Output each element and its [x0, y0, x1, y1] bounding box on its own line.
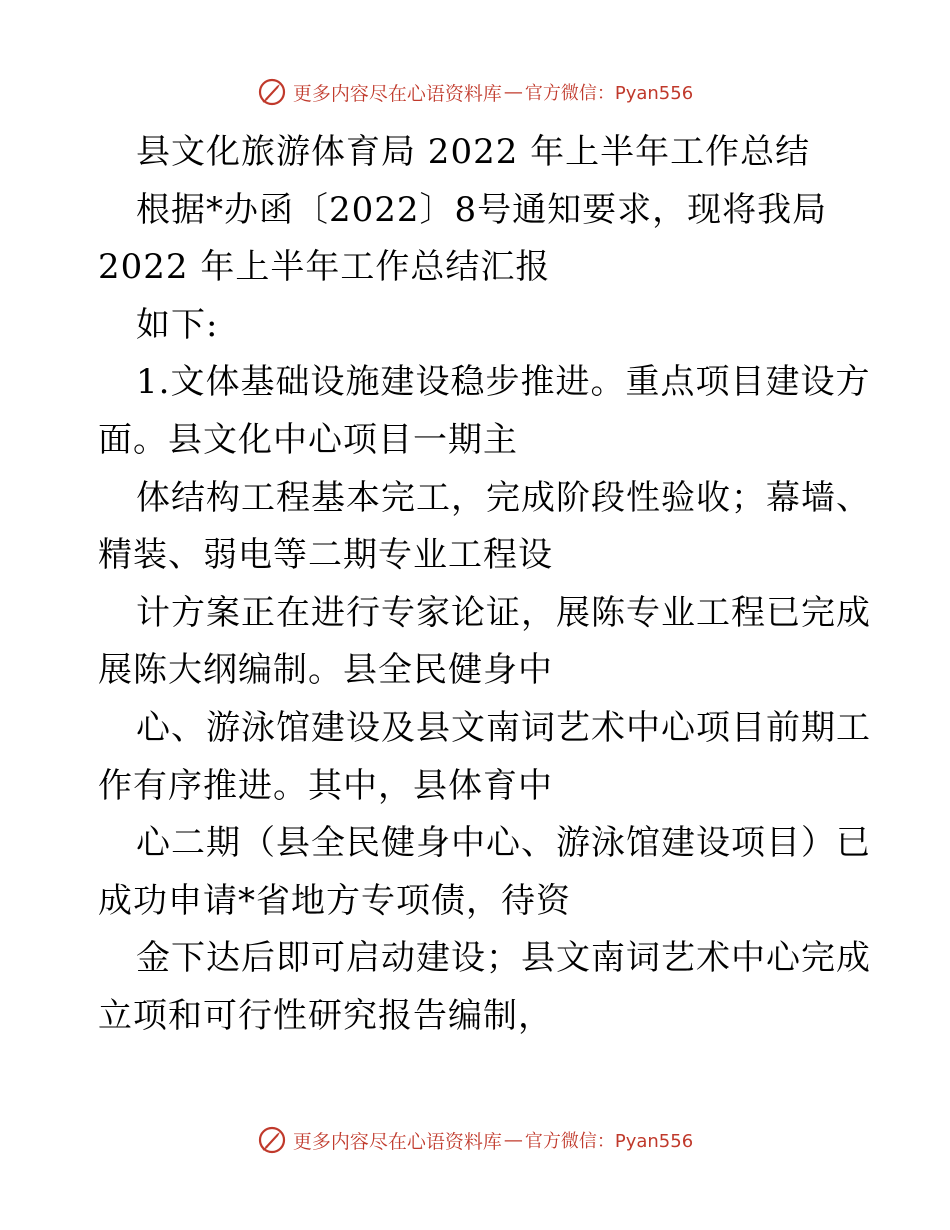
text-line: 立项和可行性研究报告编制， — [98, 995, 553, 1036]
text-line: 计方案正在进行专家论证，展陈专业工程已完成 — [136, 592, 871, 633]
text-line: 展陈大纲编制。县全民健身中 — [98, 650, 553, 691]
text-line: 1.文体基础设施建设稳步推进。重点项目建设方 — [136, 362, 871, 403]
text-line: 2022 年上半年工作总结汇报 — [98, 247, 551, 288]
text-line: 心二期（县全民健身中心、游泳馆建设项目）已 — [136, 823, 871, 864]
text-line: 面。县文化中心项目一期主 — [98, 419, 518, 460]
text-line: 如下: — [136, 304, 219, 345]
text-line: 作有序推进。其中，县体育中 — [98, 765, 553, 806]
text-line: 成功申请*省地方专项债，待资 — [98, 880, 571, 921]
document-title: 县文化旅游体育局 2022 年上半年工作总结 — [136, 132, 811, 172]
banner-wechat-text: 官方微信：Pyan556 — [524, 83, 694, 104]
banner-wechat-text: 官方微信：Pyan556 — [524, 1131, 694, 1152]
text-line: 精装、弱电等二期专业工程设 — [98, 535, 553, 576]
text-line: 体结构工程基本完工，完成阶段性验收；幕墙、 — [136, 477, 871, 518]
quill-pen-circle-icon — [257, 77, 287, 107]
text-line: 心、游泳馆建设及县文南词艺术中心项目前期工 — [136, 707, 871, 748]
banner-separator: — — [503, 81, 523, 103]
banner-main-text: 更多内容尽在心语资料库 — [292, 1130, 502, 1153]
banner-main-text: 更多内容尽在心语资料库 — [292, 82, 502, 105]
text-line: 根据*办函〔2022〕8号通知要求，现将我局 — [136, 189, 828, 230]
banner-separator: — — [503, 1129, 523, 1151]
footer-banner — [0, 1120, 950, 1160]
text-line: 金下达后即可启动建设；县文南词艺术中心完成 — [136, 938, 871, 979]
document-body — [98, 124, 871, 1046]
header-banner — [0, 72, 950, 112]
quill-pen-circle-icon — [257, 1125, 287, 1155]
